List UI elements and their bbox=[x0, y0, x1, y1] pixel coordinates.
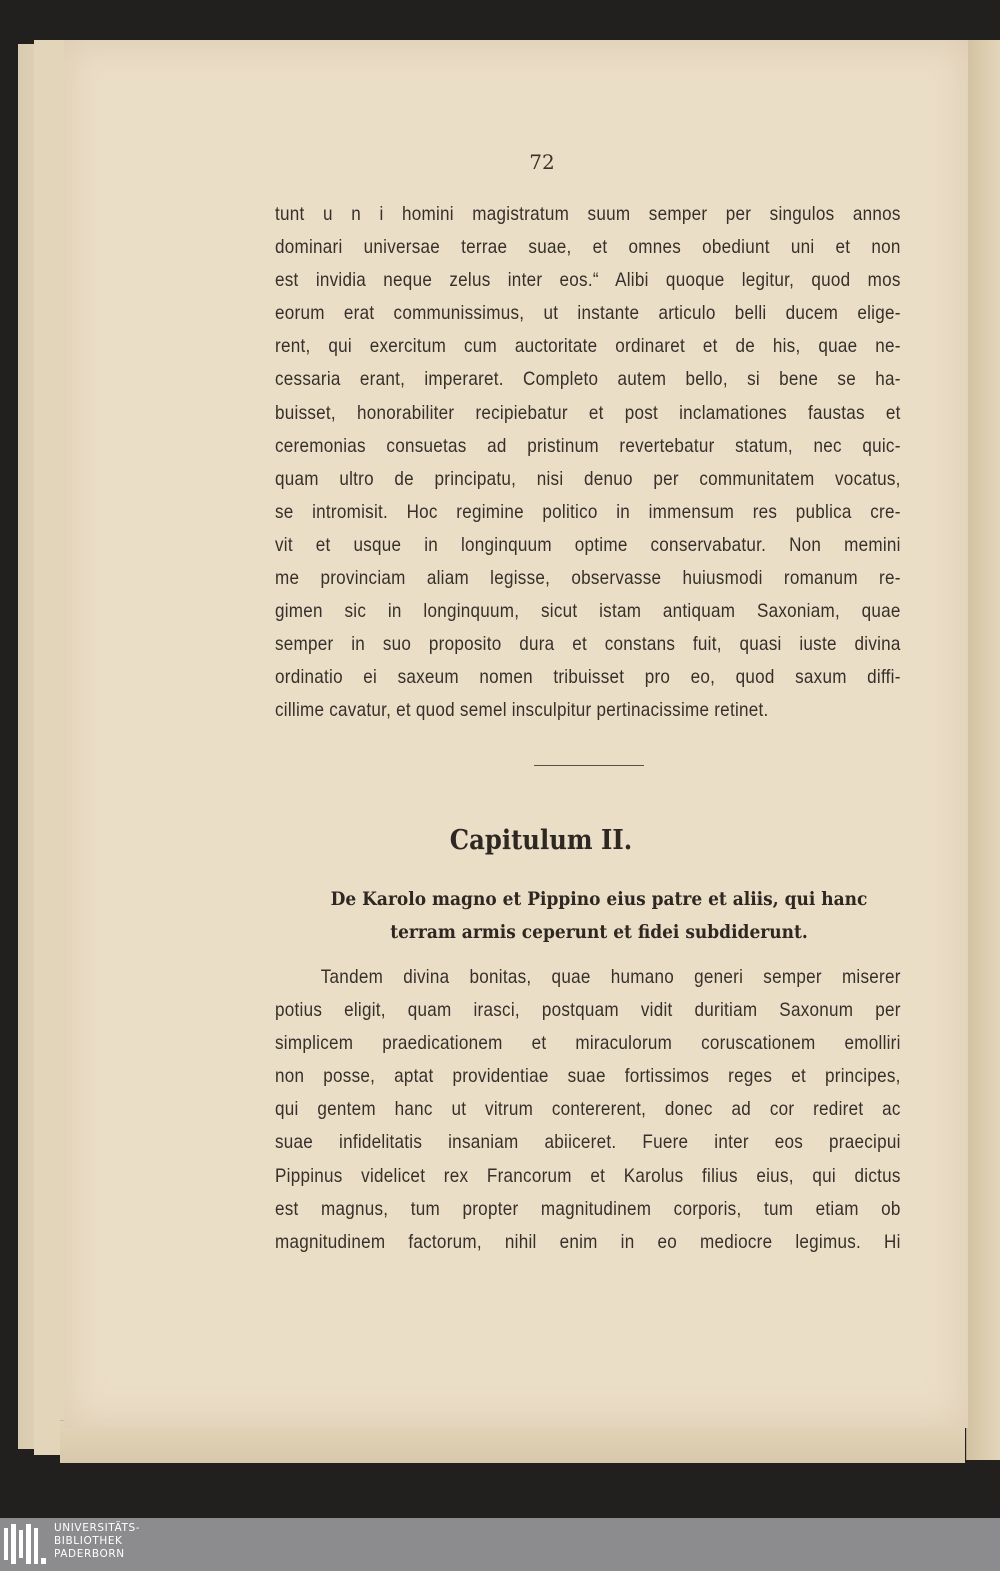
text-line: me provinciam aliam legisse, observasse huiusmodi romanum re- bbox=[275, 567, 901, 590]
book-page bbox=[64, 40, 968, 1428]
chapter-subtitle-line: terram armis ceperunt et fidei subdiderunt. bbox=[390, 922, 808, 943]
text-line: tunt u n i homini magistratum suum semper per singulos annos bbox=[275, 203, 901, 225]
chapter-subtitle bbox=[300, 883, 898, 949]
text-line: simplicem praedicationem et miraculorum coruscationem emolliri bbox=[275, 1032, 901, 1055]
text-line: vit et usque in longinquum optime conservabatur. Non memini bbox=[275, 533, 901, 556]
text-line: rent, qui exercitum cum auctoritate ordinaret et de his, quae ne- bbox=[275, 335, 901, 358]
logo-text-line: UNIVERSITÄTS- bbox=[54, 1522, 141, 1534]
chapter-subtitle-line: De Karolo magno et Pippino eius patre et aliis, qui hanc bbox=[330, 889, 868, 910]
library-logo bbox=[4, 1522, 184, 1566]
text-line: Tandem divina bonitas, quae humano generi semper miserer bbox=[320, 966, 901, 988]
next-page-edge bbox=[966, 40, 1000, 1460]
library-logo-text bbox=[54, 1522, 140, 1561]
text-line: qui gentem hanc ut vitrum contererent, donec ad cor rediret ac bbox=[275, 1098, 901, 1121]
section-divider bbox=[534, 765, 644, 766]
text-line: non posse, aptat providentiae suae fortissimos reges et principes, bbox=[275, 1065, 901, 1088]
text-line: est magnus, tum propter magnitudinem corporis, tum etiam ob bbox=[275, 1197, 901, 1220]
library-logo-icon bbox=[4, 1524, 48, 1564]
chapter-title: Capitulum II. bbox=[449, 825, 633, 856]
text-line: buisset, honorabiliter recipiebatur et post inclamationes faustas et bbox=[275, 401, 901, 424]
text-line: potius eligit, quam irasci, postquam vidit duritiam Saxonum per bbox=[275, 999, 901, 1022]
page-number: 72 bbox=[529, 150, 555, 174]
text-line: gimen sic in longinquum, sicut istam antiquam Saxoniam, quae bbox=[275, 600, 901, 623]
text-line: cessaria erant, imperaret. Completo autem bello, si bene se ha- bbox=[275, 368, 901, 391]
logo-text-line: BIBLIOTHEK bbox=[54, 1535, 123, 1547]
text-line: semper in suo proposito dura et constans fuit, quasi iuste divina bbox=[275, 633, 901, 656]
text-line: se intromisit. Hoc regimine politico in immensum res publica cre- bbox=[275, 500, 901, 523]
text-line: suae infidelitatis insaniam abiiceret. Fuere inter eos praecipui bbox=[275, 1131, 901, 1154]
text-line: magnitudinem factorum, nihil enim in eo mediocre legimus. Hi bbox=[275, 1230, 901, 1253]
paragraph-1 bbox=[275, 198, 901, 728]
text-line: quam ultro de principatu, nisi denuo per communitatem vocatus, bbox=[275, 467, 901, 490]
paragraph-2 bbox=[275, 961, 901, 1259]
text-line: dominari universae terrae suae, et omnes obediunt uni et non bbox=[275, 236, 901, 259]
text-line: cillime cavatur, et quod semel insculpitur pertinacissime retinet. bbox=[275, 699, 769, 722]
text-line: est invidia neque zelus inter eos.“ Alibi quoque legitur, quod mos bbox=[275, 269, 901, 292]
text-line: ceremonias consuetas ad pristinum revertebatur statum, nec quic- bbox=[275, 434, 901, 457]
text-line: ordinatio ei saxeum nomen tribuisset pro eo, quod saxum diffi- bbox=[275, 666, 901, 689]
text-line: eorum erat communissimus, ut instante articulo belli ducem elige- bbox=[275, 302, 901, 325]
text-line: Pippinus videlicet rex Francorum et Karolus filius eius, qui dictus bbox=[275, 1164, 901, 1187]
logo-text-line: PADERBORN bbox=[54, 1548, 125, 1560]
